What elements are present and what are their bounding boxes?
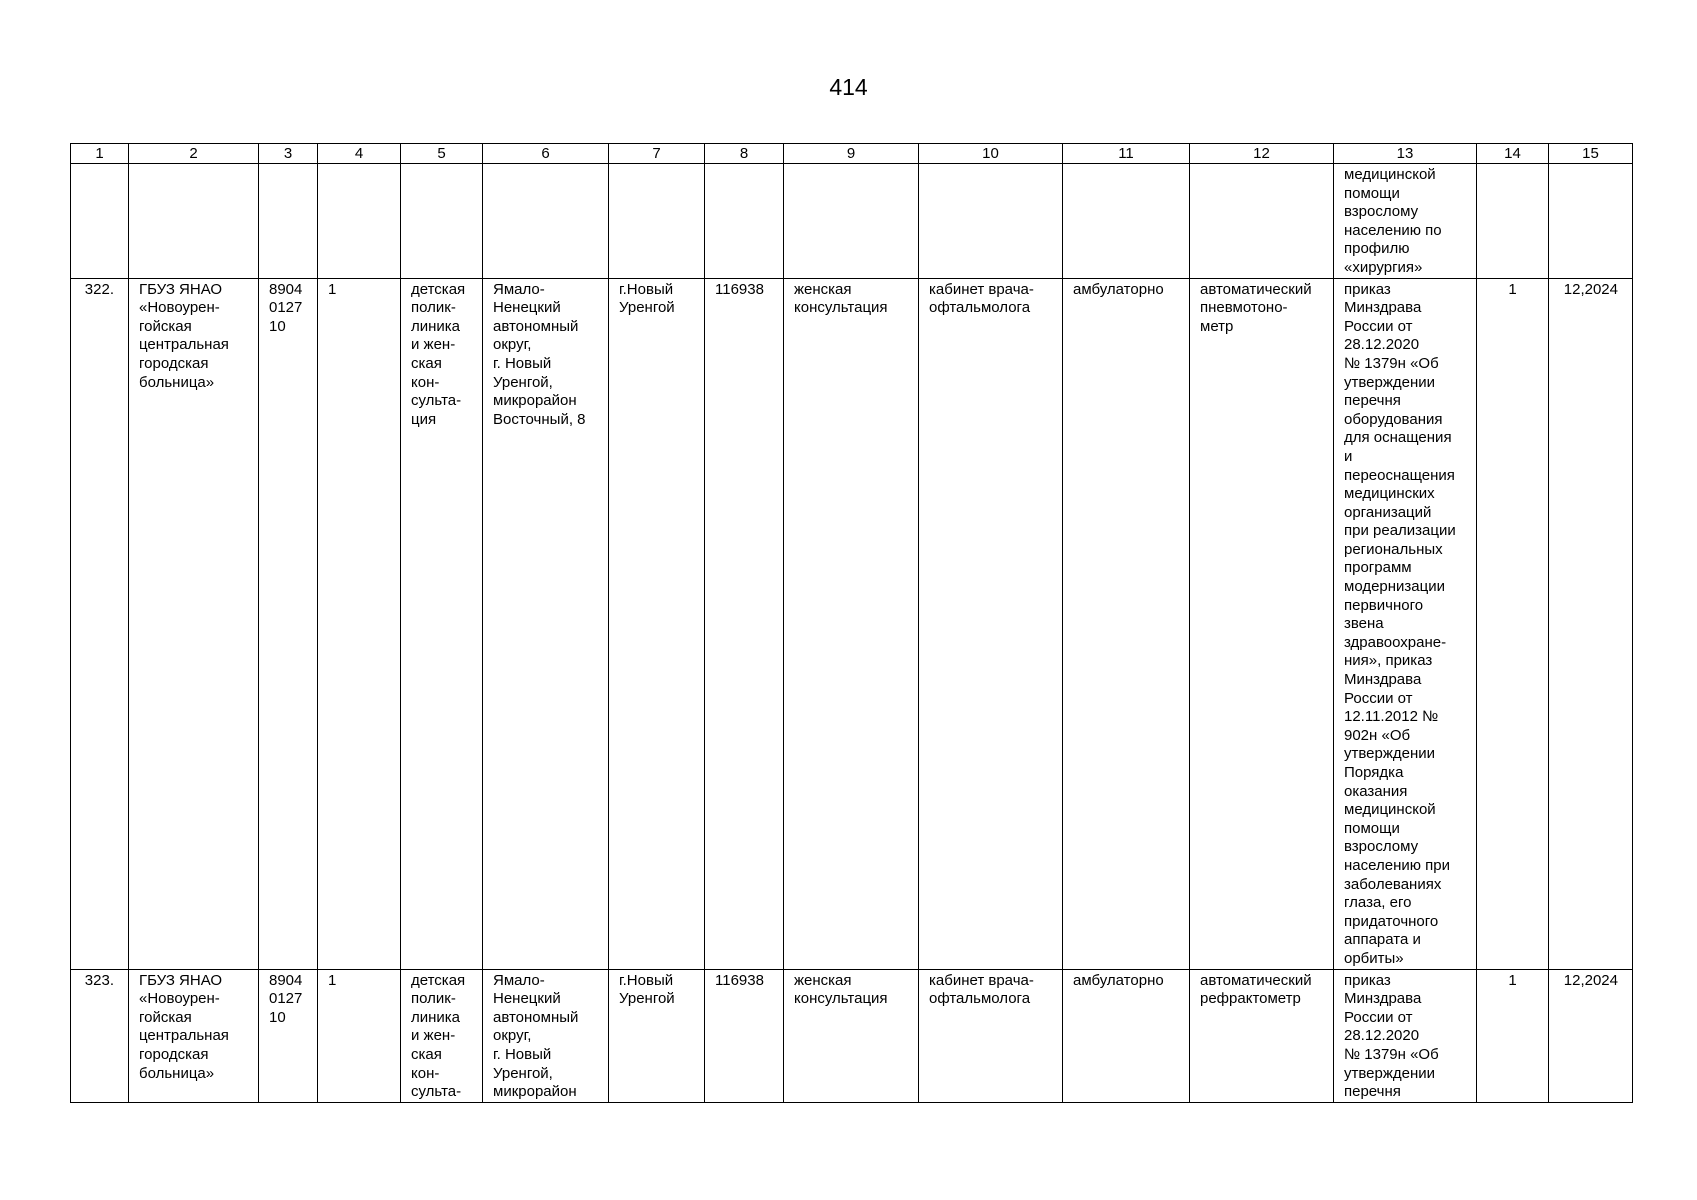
page-number: 414 xyxy=(829,74,868,100)
cell-address: Ямало- Ненецкий автономный округ, г. Новый Уренгой, микрорайон xyxy=(483,969,609,1102)
cell-quantity: 1 xyxy=(1477,278,1549,969)
cell-address: Ямало- Ненецкий автономный округ, г. Новый Уренгой, микрорайон Восточный, 8 xyxy=(483,278,609,969)
cell-equipment: автоматический рефрактометр xyxy=(1190,969,1334,1102)
cell-col8: 116938 xyxy=(705,278,784,969)
cell-date: 12,2024 xyxy=(1549,969,1633,1102)
cell-basis: приказ Минздрава России от 28.12.2020 № 1379н «Об утверждении перечня оборудования для оснащения и переоснащения медицинских организаций при реализации региональных программ модернизации первичного звена здравоохране- ния», приказ Минздрава России от 12.11.2012 № 902н «Об утверждении Порядка оказания медицинской помощи взрослому населению при заболеваниях глаза, его придаточного аппарата и орбиты» xyxy=(1334,278,1477,969)
cell-care-form: амбулаторно xyxy=(1063,278,1190,969)
cell-organization: ГБУЗ ЯНАО «Новоурен- гойская центральная городская больница» xyxy=(129,278,259,969)
column-header-1: 1 xyxy=(71,144,129,164)
column-header-7: 7 xyxy=(609,144,705,164)
cell-room xyxy=(919,164,1063,279)
column-header-6: 6 xyxy=(483,144,609,164)
cell-number xyxy=(71,164,129,279)
cell-room: кабинет врача- офтальмолога xyxy=(919,278,1063,969)
cell-city: г.Новый Уренгой xyxy=(609,969,705,1102)
cell-date xyxy=(1549,164,1633,279)
table-header-row xyxy=(71,144,1633,164)
cell-basis: медицинской помощи взрослому населению по профилю «хирургия» xyxy=(1334,164,1477,279)
cell-number: 322. xyxy=(71,278,129,969)
cell-col8: 116938 xyxy=(705,969,784,1102)
column-header-15: 15 xyxy=(1549,144,1633,164)
document-table xyxy=(70,143,1633,1103)
cell-equipment xyxy=(1190,164,1334,279)
table-row xyxy=(71,969,1633,1102)
column-header-3: 3 xyxy=(259,144,318,164)
cell-organization: ГБУЗ ЯНАО «Новоурен- гойская центральная городская больница» xyxy=(129,969,259,1102)
cell-col4: 1 xyxy=(318,969,401,1102)
table-row xyxy=(71,278,1633,969)
cell-code: 8904 0127 10 xyxy=(259,278,318,969)
cell-city: г.Новый Уренгой xyxy=(609,278,705,969)
cell-col4: 1 xyxy=(318,278,401,969)
cell-quantity xyxy=(1477,164,1549,279)
column-header-2: 2 xyxy=(129,144,259,164)
cell-care-form xyxy=(1063,164,1190,279)
cell-col8 xyxy=(705,164,784,279)
cell-col4 xyxy=(318,164,401,279)
column-header-8: 8 xyxy=(705,144,784,164)
column-header-11: 11 xyxy=(1063,144,1190,164)
column-header-5: 5 xyxy=(401,144,483,164)
cell-care-form: амбулаторно xyxy=(1063,969,1190,1102)
column-header-9: 9 xyxy=(784,144,919,164)
cell-subdivision: детская полик- линика и жен- ская кон- сульта- xyxy=(401,969,483,1102)
cell-city xyxy=(609,164,705,279)
cell-room: кабинет врача- офтальмолога xyxy=(919,969,1063,1102)
cell-equipment: автоматический пневмотоно- метр xyxy=(1190,278,1334,969)
cell-code: 8904 0127 10 xyxy=(259,969,318,1102)
cell-unit: женская консультация xyxy=(784,278,919,969)
cell-organization xyxy=(129,164,259,279)
cell-basis: приказ Минздрава России от 28.12.2020 № 1379н «Об утверждении перечня xyxy=(1334,969,1477,1102)
cell-unit: женская консультация xyxy=(784,969,919,1102)
cell-date: 12,2024 xyxy=(1549,278,1633,969)
cell-subdivision xyxy=(401,164,483,279)
column-header-10: 10 xyxy=(919,144,1063,164)
cell-quantity: 1 xyxy=(1477,969,1549,1102)
cell-code xyxy=(259,164,318,279)
column-header-4: 4 xyxy=(318,144,401,164)
column-header-12: 12 xyxy=(1190,144,1334,164)
cell-number: 323. xyxy=(71,969,129,1102)
cell-subdivision: детская полик- линика и жен- ская кон- сульта- ция xyxy=(401,278,483,969)
cell-address xyxy=(483,164,609,279)
table-row-continuation xyxy=(71,164,1633,279)
column-header-13: 13 xyxy=(1334,144,1477,164)
column-header-14: 14 xyxy=(1477,144,1549,164)
cell-unit xyxy=(784,164,919,279)
